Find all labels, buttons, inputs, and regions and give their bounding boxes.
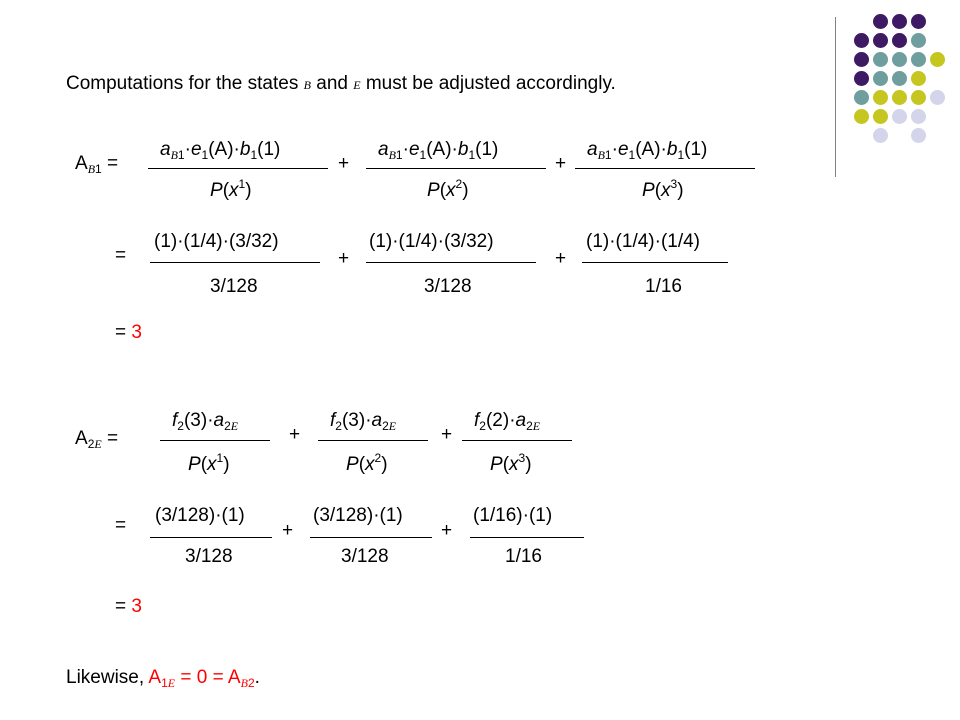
fraction-numerator: $a_{B1}\cdot e_1(A)\cdot b_1(1)$	[160, 139, 281, 162]
decorative-dot	[892, 90, 907, 105]
fraction-bar	[150, 537, 272, 538]
numeric-denominator: 1/16	[505, 546, 542, 567]
fraction-denominator: $P(x^1)$	[188, 451, 230, 475]
decorative-dot	[911, 71, 926, 86]
decorative-dot	[854, 109, 869, 124]
decorative-dot	[854, 90, 869, 105]
decorative-dot	[911, 90, 926, 105]
decorative-dot	[892, 71, 907, 86]
decorative-dot	[892, 14, 907, 29]
fraction-denominator: $P(x^3)$	[642, 177, 684, 201]
fraction-bar	[575, 168, 755, 169]
plus-sign: +	[555, 153, 567, 174]
decorative-dot	[892, 33, 907, 48]
result-line: = 3	[115, 596, 142, 617]
decorative-dot	[892, 52, 907, 67]
decorative-dot	[873, 33, 888, 48]
result-line: = 3	[115, 322, 142, 343]
plus-sign: +	[282, 520, 294, 541]
decorative-dot	[930, 90, 945, 105]
divider-line	[835, 17, 836, 177]
plus-sign: +	[289, 424, 301, 445]
numeric-denominator: 1/16	[645, 276, 682, 297]
decorative-dot	[854, 52, 869, 67]
plus-sign: +	[338, 248, 350, 269]
plus-sign: +	[338, 153, 350, 174]
lhs-a-2e: $A_{2E}$ =	[75, 428, 119, 451]
decorative-dot	[873, 109, 888, 124]
fraction-bar	[318, 440, 428, 441]
fraction-bar	[160, 440, 270, 441]
result-value: 3	[131, 596, 142, 617]
state-e-symbol: E	[353, 78, 361, 92]
likewise-statement: Likewise, $A_{1E} = 0 = A_{B2}$.	[66, 667, 260, 690]
fraction-numerator: $f_2(3)\cdot a_{2E}$	[330, 410, 397, 433]
numeric-denominator: 3/128	[185, 546, 233, 567]
fraction-bar	[470, 537, 584, 538]
plus-sign: +	[555, 248, 567, 269]
decorative-dot	[911, 33, 926, 48]
equals-sign: =	[115, 245, 127, 266]
plus-sign: +	[441, 520, 453, 541]
numeric-numerator: (1)·(1/4)·(3/32)	[154, 231, 279, 252]
decorative-dot	[873, 52, 888, 67]
fraction-denominator: $P(x^2)$	[427, 177, 469, 201]
decorative-dot	[911, 128, 926, 143]
fraction-bar	[150, 262, 320, 263]
decorative-dot	[873, 14, 888, 29]
fraction-bar	[310, 537, 432, 538]
decorative-dot	[911, 109, 926, 124]
decorative-dot	[911, 52, 926, 67]
decorative-dot	[873, 128, 888, 143]
numeric-numerator: (3/128)·(1)	[313, 505, 403, 526]
fraction-numerator: $f_2(3)\cdot a_{2E}$	[172, 410, 239, 433]
numeric-numerator: (3/128)·(1)	[155, 505, 245, 526]
fraction-bar	[462, 440, 572, 441]
fraction-numerator: $a_{B1}\cdot e_1(A)\cdot b_1(1)$	[587, 139, 708, 162]
decorative-dot	[911, 14, 926, 29]
decorative-dot	[854, 71, 869, 86]
decorative-dot	[873, 90, 888, 105]
decorative-dot	[930, 52, 945, 67]
numeric-numerator: (1)·(1/4)·(3/32)	[369, 231, 494, 252]
numeric-denominator: 3/128	[341, 546, 389, 567]
fraction-bar	[148, 168, 328, 169]
equals-sign: =	[115, 515, 127, 536]
fraction-numerator: $f_2(2)\cdot a_{2E}$	[474, 410, 541, 433]
result-value: 3	[131, 322, 142, 343]
intro-text: Computations for the states B and E must be adjusted accordingly.	[66, 73, 616, 94]
decorative-dot	[873, 71, 888, 86]
numeric-denominator: 3/128	[210, 276, 258, 297]
decorative-dot	[854, 33, 869, 48]
fraction-bar	[366, 262, 536, 263]
state-b-symbol: B	[303, 78, 311, 92]
decorative-dot	[892, 109, 907, 124]
fraction-denominator: $P(x^1)$	[210, 177, 252, 201]
fraction-numerator: $a_{B1}\cdot e_1(A)\cdot b_1(1)$	[378, 139, 499, 162]
numeric-denominator: 3/128	[424, 276, 472, 297]
numeric-numerator: (1)·(1/4)·(1/4)	[586, 231, 701, 252]
fraction-denominator: $P(x^2)$	[346, 451, 388, 475]
fraction-denominator: $P(x^3)$	[490, 451, 532, 475]
plus-sign: +	[441, 424, 453, 445]
fraction-bar	[582, 262, 728, 263]
fraction-bar	[366, 168, 546, 169]
lhs-a-b1: $A_{B1}$ =	[75, 153, 119, 176]
numeric-numerator: (1/16)·(1)	[473, 505, 553, 526]
